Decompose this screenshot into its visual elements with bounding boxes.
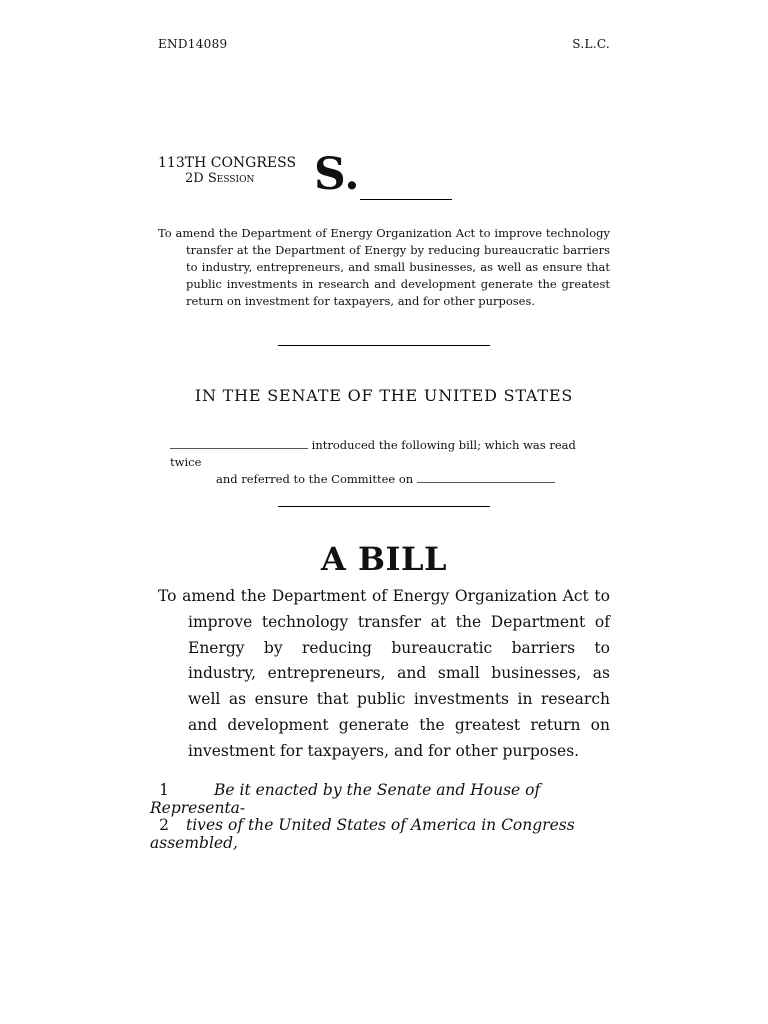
committee-blank <box>417 481 555 483</box>
bill-designation: S. <box>314 149 360 200</box>
document-id: END14089 <box>158 37 228 51</box>
introduction-text-2: and referred to the Committee on <box>216 472 414 486</box>
enacting-clause-text: tives of the United States of America in Congress assembled, <box>150 816 575 852</box>
introduction-text-1: introduced the following bill; which was read twice <box>170 438 576 469</box>
office-code: S.L.C. <box>572 37 610 51</box>
line-number: 1 <box>159 781 169 799</box>
enacting-clause-text: Be it enacted by the Senate and House of Representa- <box>150 781 541 817</box>
congress-word: CONGRESS <box>210 155 297 171</box>
enacting-clause-line <box>150 816 612 852</box>
divider-rule <box>278 506 490 507</box>
enacting-clause-line <box>150 781 612 817</box>
session-number: 2 <box>185 171 194 186</box>
introduction-statement <box>170 437 610 488</box>
congress-number: 113 <box>158 155 185 171</box>
bill-number-blank <box>360 199 452 200</box>
short-title: To amend the Department of Energy Organization Act to improve technology transfer at the Department of Energy by reducing bureaucratic barriers to industry, entrepreneurs, and small businesses, as well as ensure that public investments in research and development generate the greatest return on investment for taxpayers, and for other purposes. <box>158 226 610 308</box>
session-suffix: D <box>193 171 204 186</box>
bill-heading: A BILL <box>321 540 447 578</box>
session-word: Session <box>207 171 255 186</box>
session-label <box>185 171 254 186</box>
congress-ordinal: TH <box>184 155 207 171</box>
line-number: 2 <box>159 816 169 834</box>
divider-rule <box>278 345 490 346</box>
chamber-heading: IN THE SENATE OF THE UNITED STATES <box>194 386 574 405</box>
congress-label <box>158 155 296 171</box>
long-title: To amend the Department of Energy Organization Act to improve technology transfer at the Department of Energy by reducing bureaucratic barriers to industry, entrepreneurs, and small businesses, as well as ensure that public investments in research and development generate the greatest return on investment for taxpayers, and for other purposes. <box>158 587 610 760</box>
sponsor-blank <box>170 447 308 449</box>
